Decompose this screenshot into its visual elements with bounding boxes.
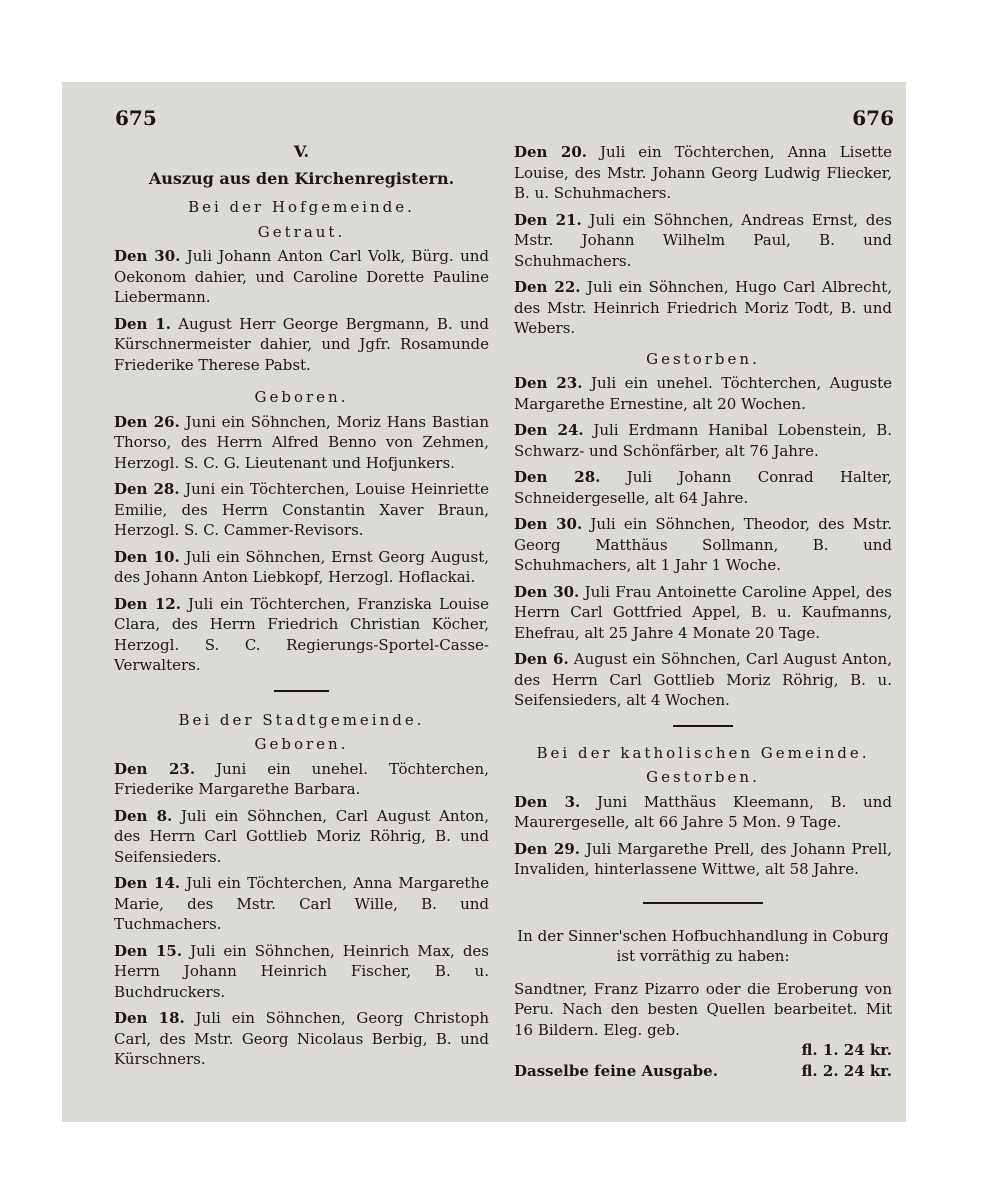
entry-text: Juli ein Töchterchen, Anna Margarethe Marie, des Mstr. Carl Wille, B. und Tuchmachers. (114, 874, 489, 933)
hofgemeinde-heading: Bei der Hofgemeinde. (188, 198, 415, 216)
register-entry (114, 547, 489, 588)
stadtgemeinde-heading: Bei der Stadtgemeinde. (178, 710, 425, 729)
entry-text: Juni ein Töchterchen, Louise Heinriette Emilie, des Herrn Constantin Xaver Braun, Herzogl. S. C. Cammer-Revisors. (114, 480, 489, 539)
advertisement-price-row (514, 1040, 892, 1061)
left-column (114, 142, 489, 1076)
entry-text: Juli ein Töchterchen, Anna Lisette Louise, des Mstr. Johann Georg Ludwig Fliecker, B. u. Schuhmachers. (514, 143, 892, 202)
entry-text: August ein Söhnchen, Carl August Anton, des Herrn Carl Gottlieb Moriz Röhrig, B. u. Seifensieders, alt 4 Wochen. (514, 650, 892, 709)
entry-text: Juli ein Söhnchen, Hugo Carl Albrecht, des Mstr. Heinrich Friedrich Moriz Todt, B. und Webers. (514, 278, 892, 337)
entry-date: Den 26. (114, 412, 180, 431)
section-divider (274, 690, 329, 692)
entry-date: Den 22. (514, 278, 581, 296)
entry-text: Juni Matthäus Kleemann, B. und Maurergeselle, alt 66 Jahre 5 Mon. 9 Tage. (514, 792, 892, 831)
register-entry (514, 420, 892, 461)
advertisement-heading: In der Sinner'schen Hofbuchhandlung in Coburg ist vorräthig zu haben: (517, 926, 889, 965)
advertisement-divider (643, 902, 763, 904)
register-entry (114, 246, 489, 308)
gestorben-heading: Gestorben. (646, 349, 760, 368)
entry-date: Den 23. (514, 374, 583, 392)
register-entry (114, 594, 489, 676)
entry-text: Juli ein Söhnchen, Theodor, des Mstr. Georg Matthäus Sollmann, B. und Schuhmachers, alt 1 Jahr 1 Woche. (514, 515, 892, 574)
register-entry (514, 210, 892, 272)
register-entry (114, 806, 489, 868)
getraut-heading: Getraut. (257, 222, 346, 241)
register-entry (514, 649, 892, 711)
entry-date: Den 3. (514, 792, 581, 811)
entry-text: Juli ein unehel. Töchterchen, Auguste Margarethe Ernestine, alt 20 Wochen. (514, 374, 892, 413)
entry-date: Den 10. (114, 547, 180, 566)
entry-text: Juli ein Söhnchen, Heinrich Max, des Herrn Johann Heinrich Fischer, B. u. Buchdruckers. (114, 941, 490, 1001)
advertisement-book (514, 979, 892, 1041)
entry-text: Juni ein unehel. Töchterchen, Friederike Margarethe Barbara. (114, 759, 489, 798)
advertisement-ausgabe-row (514, 1061, 892, 1082)
entry-text: Juni ein Söhnchen, Moriz Hans Bastian Thorso, des Herrn Alfred Benno von Zehmen, Herzogl. S. C. G. Lieutenant und Hofjunkers. (114, 412, 489, 472)
register-entry (514, 792, 892, 833)
page-number-left: 675 (115, 106, 157, 130)
entry-date: Den 28. (114, 480, 180, 498)
entry-date: Den 29. (514, 839, 580, 858)
entry-date: Den 8. (114, 806, 173, 825)
entry-text: Juli ein Söhnchen, Andreas Ernst, des Mstr. Johann Wilhelm Paul, B. und Schuhmachers. (514, 210, 892, 270)
register-entry (114, 314, 489, 376)
register-entry (514, 142, 892, 204)
advertisement-book-price: fl. 1. 24 kr. (801, 1041, 892, 1059)
page-number-right: 676 (852, 106, 894, 130)
register-entry (114, 412, 489, 474)
entry-text: Juli Erdmann Hanibal Lobenstein, B. Schwarz- und Schönfärber, alt 76 Jahre. (514, 421, 892, 460)
entry-date: Den 28. (514, 468, 601, 486)
geboren-heading: Geboren. (254, 388, 349, 406)
advertisement-ausgabe-price: fl. 2. 24 kr. (801, 1061, 892, 1080)
section-title: Auszug aus den Kirchenregistern. (148, 168, 455, 188)
register-entry (514, 467, 892, 508)
entry-date: Den 30. (514, 582, 580, 601)
register-entry (114, 941, 489, 1003)
advertisement-book-text: Sandtner, Franz Pizarro oder die Eroberung von Peru. Nach den besten Quellen bearbeitet. Mit 16 Bildern. Eleg. geb. (514, 979, 892, 1039)
entry-date: Den 30. (114, 247, 181, 265)
section-divider (673, 725, 733, 727)
entry-text: Juli Margarethe Prell, des Johann Prell, Invaliden, hinterlassene Wittwe, alt 58 Jahre. (514, 839, 892, 878)
register-entry (514, 582, 892, 644)
entry-date: Den 24. (514, 421, 584, 439)
entry-date: Den 21. (514, 210, 582, 229)
entry-text: Juli ein Töchterchen, Franziska Louise Clara, des Herrn Friedrich Christian Köcher, Herzogl. S. C. Regierungs-Sportel-Casse-Verwalters. (114, 594, 489, 674)
entry-date: Den 20. (514, 143, 588, 161)
book-page-spread (62, 82, 906, 1122)
entry-text: Juli ein Söhnchen, Carl August Anton, des Herrn Carl Gottlieb Moriz Röhrig, B. und Seifensieders. (114, 806, 489, 866)
entry-text: Juli Johann Conrad Halter, Schneidergeselle, alt 64 Jahre. (514, 468, 892, 507)
entry-date: Den 18. (114, 1009, 185, 1027)
entry-text: August Herr George Bergmann, B. und Kürschnermeister dahier, und Jgfr. Rosamunde Friederike Therese Pabst. (114, 314, 489, 374)
entry-text: Juli Johann Anton Carl Volk, Bürg. und Oekonom dahier, und Caroline Dorette Pauline Liebermann. (114, 247, 489, 306)
entry-date: Den 1. (114, 314, 171, 333)
advertisement-ausgabe-text: Dasselbe feine Ausgabe. (514, 1061, 718, 1080)
register-entry (114, 873, 489, 935)
register-entry (114, 479, 489, 541)
entry-text: Juli ein Söhnchen, Ernst Georg August, des Johann Anton Liebkopf, Herzogl. Hoflackai. (114, 547, 489, 586)
entry-date: Den 23. (114, 759, 196, 778)
register-entry (514, 277, 892, 339)
katholisch-heading: Bei der katholischen Gemeinde. (536, 743, 870, 762)
entry-date: Den 14. (114, 874, 181, 892)
entry-date: Den 12. (114, 594, 181, 613)
entry-text: Juli ein Söhnchen, Georg Christoph Carl, des Mstr. Georg Nicolaus Berbig, B. und Kürschners. (114, 1009, 489, 1068)
register-entry (114, 759, 489, 800)
entry-text: Juli Frau Antoinette Caroline Appel, des Herrn Carl Gottfried Appel, B. u. Kaufmanns, Ehefrau, alt 25 Jahre 4 Monate 20 Tage. (514, 582, 892, 642)
register-entry (114, 1008, 489, 1070)
entry-date: Den 30. (514, 515, 583, 533)
entry-date: Den 15. (114, 941, 183, 960)
right-column (514, 142, 892, 1081)
katholisch-gestorben-heading: Gestorben. (646, 768, 760, 786)
section-number: V. (293, 142, 310, 161)
register-entry (514, 839, 892, 880)
register-entry (514, 373, 892, 414)
register-entry (514, 514, 892, 576)
entry-date: Den 6. (514, 650, 569, 668)
stadt-geboren-heading: Geboren. (254, 735, 349, 753)
